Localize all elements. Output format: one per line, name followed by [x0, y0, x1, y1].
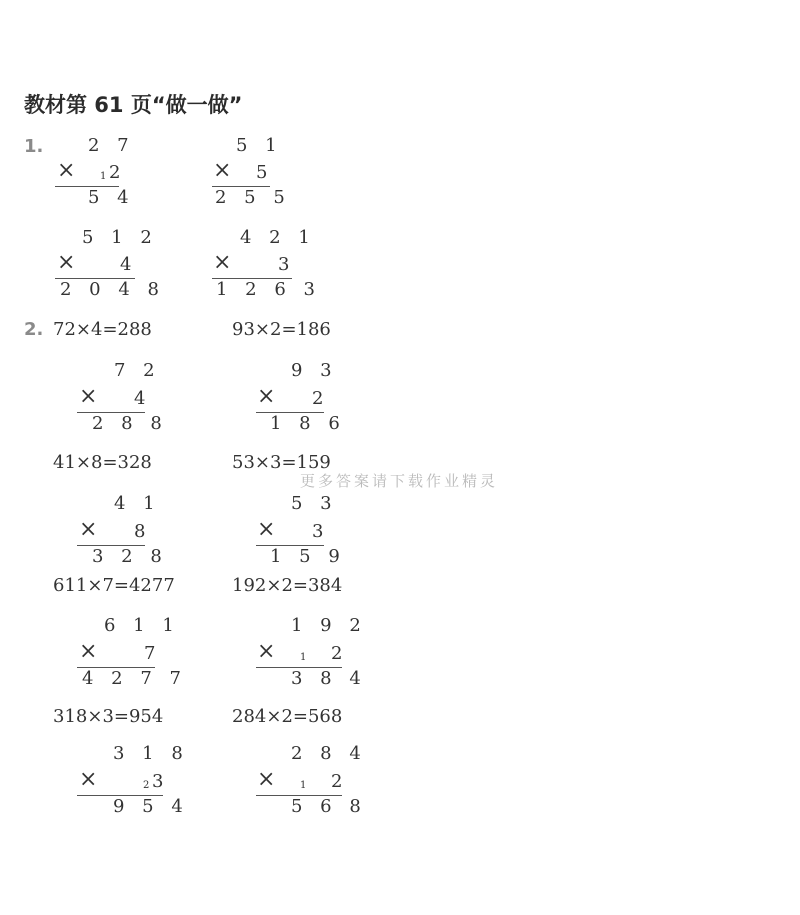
equation: 284×2=568 — [232, 706, 343, 727]
multiplicand: 2 8 4 — [291, 743, 367, 764]
multiplier: 2 — [109, 162, 127, 183]
equation: 41×8=328 — [53, 452, 152, 473]
multiplicand: 5 1 2 — [82, 227, 158, 248]
multiplicand: 7 2 — [114, 360, 161, 381]
equation: 93×2=186 — [232, 319, 331, 340]
product: 4 2 7 7 — [82, 668, 187, 689]
times-sign: × — [79, 767, 98, 792]
carry-digit: 1 — [100, 171, 107, 182]
times-sign: × — [257, 384, 276, 409]
equation: 192×2=384 — [232, 575, 343, 596]
multiplicand: 2 7 — [88, 135, 135, 156]
multiplier: 3 — [278, 254, 296, 275]
multiplier: 2 — [312, 388, 330, 409]
product: 3 2 8 — [92, 546, 168, 567]
multiplier: 3 — [312, 521, 330, 542]
carry-digit: 2 — [143, 780, 150, 791]
question-1-label: 1. — [24, 136, 44, 157]
equation: 318×3=954 — [53, 706, 164, 727]
multiplicand: 3 1 8 — [113, 743, 189, 764]
product: 1 8 6 — [270, 413, 346, 434]
multiplicand: 1 9 2 — [291, 615, 367, 636]
product: 3 8 4 — [291, 668, 367, 689]
times-sign: × — [257, 639, 276, 664]
product: 9 5 4 — [113, 796, 189, 817]
multiplier: 4 — [134, 388, 152, 409]
product: 1 2 6 3 — [216, 279, 321, 300]
times-sign: × — [213, 158, 232, 183]
multiplier: 5 — [256, 162, 274, 183]
carry-digit: 1 — [300, 652, 307, 663]
times-sign: × — [57, 250, 76, 275]
multiplier: 2 — [331, 643, 349, 664]
times-sign: × — [213, 250, 232, 275]
product: 5 6 8 — [291, 796, 367, 817]
product: 1 5 9 — [270, 546, 346, 567]
watermark: 更多答案请下载作业精灵 — [300, 472, 499, 490]
multiplier: 2 — [331, 771, 349, 792]
times-sign: × — [257, 767, 276, 792]
carry-digit: 1 — [300, 780, 307, 791]
multiplicand: 5 3 — [291, 493, 338, 514]
equation: 53×3=159 — [232, 452, 331, 473]
multiplicand: 6 1 1 — [104, 615, 180, 636]
times-sign: × — [79, 384, 98, 409]
question-2-label: 2. — [24, 319, 44, 340]
multiplicand: 4 2 1 — [240, 227, 316, 248]
multiplier: 7 — [144, 643, 162, 664]
page-title: 教材第 61 页“做一做” — [24, 93, 243, 117]
times-sign: × — [57, 158, 76, 183]
multiplier: 3 — [152, 771, 170, 792]
times-sign: × — [257, 517, 276, 542]
equation: 611×7=4277 — [53, 575, 175, 596]
product: 2 5 5 — [215, 187, 291, 208]
times-sign: × — [79, 639, 98, 664]
multiplier: 4 — [120, 254, 138, 275]
multiplicand: 9 3 — [291, 360, 338, 381]
times-sign: × — [79, 517, 98, 542]
product: 2 8 8 — [92, 413, 168, 434]
product: 5 4 — [88, 187, 135, 208]
equation: 72×4=288 — [53, 319, 152, 340]
multiplier: 8 — [134, 521, 152, 542]
multiplicand: 5 1 — [236, 135, 283, 156]
product: 2 0 4 8 — [60, 279, 165, 300]
multiplicand: 4 1 — [114, 493, 161, 514]
